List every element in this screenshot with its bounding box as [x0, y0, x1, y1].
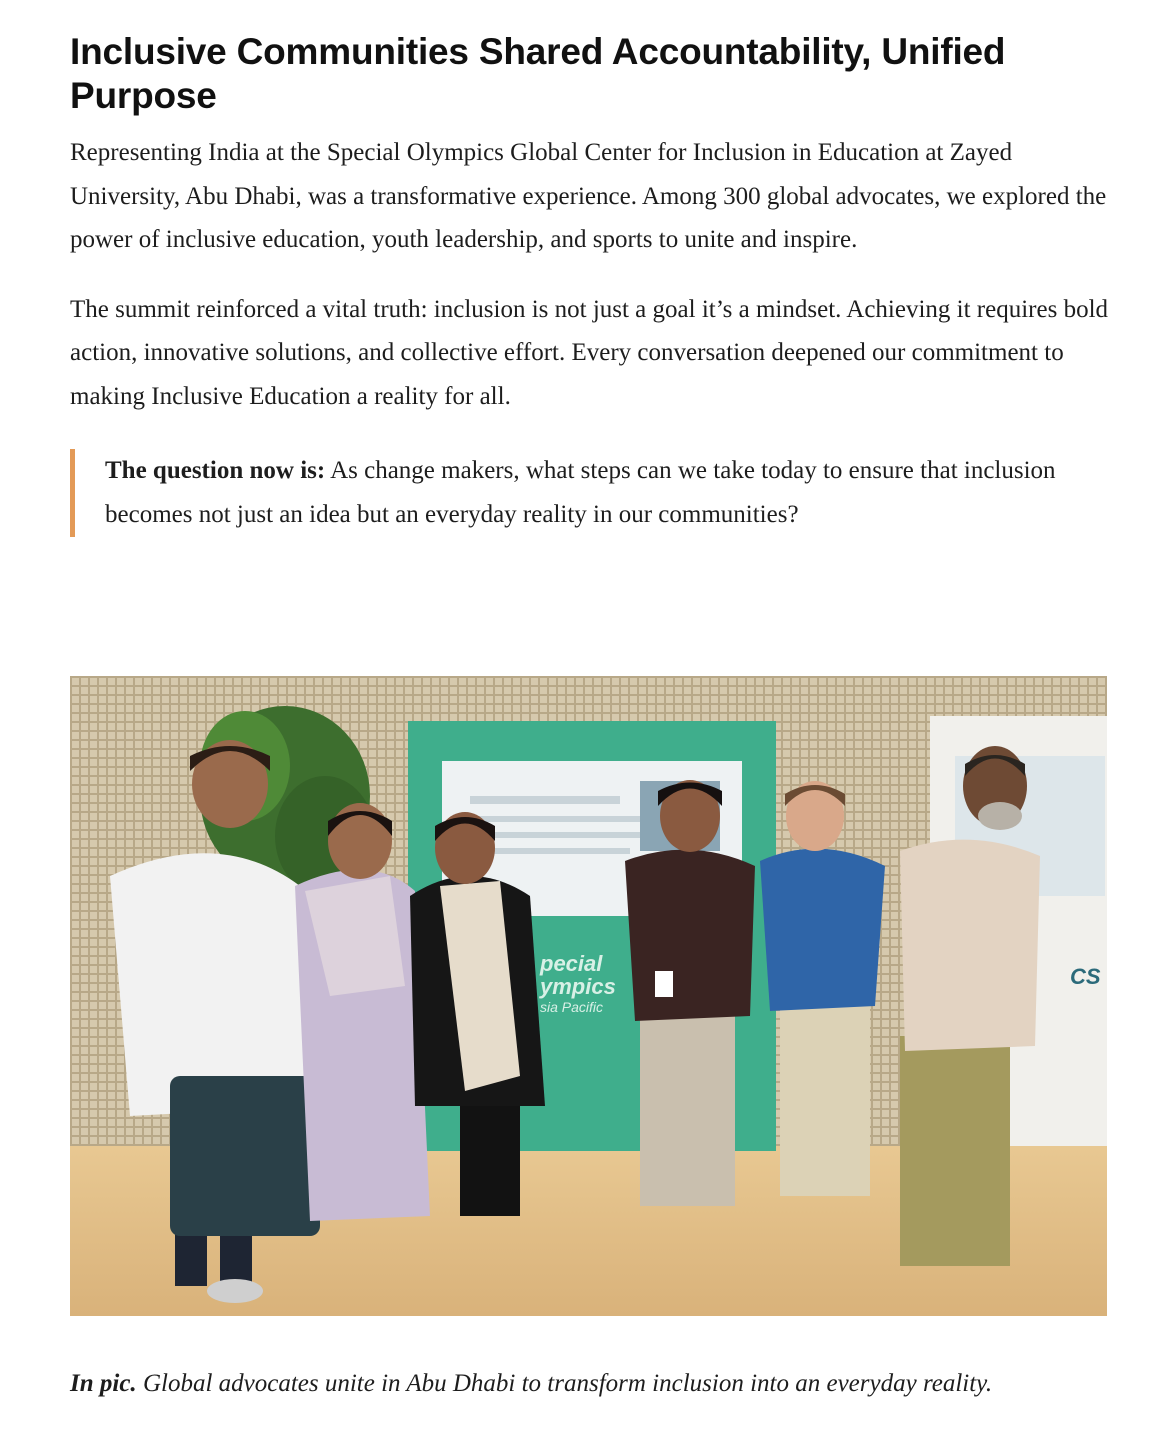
- side-banner-text: CS: [1070, 964, 1101, 989]
- photo-caption: [70, 1362, 1110, 1406]
- caption-lead: In pic.: [70, 1370, 137, 1397]
- caption-text: Global advocates unite in Abu Dhabi to transform inclusion into an everyday reality.: [136, 1370, 993, 1397]
- quote-text: As change makers, what steps can we take today to ensure that inclusion becomes not just an idea but an everyday reality in our communities?: [105, 457, 1056, 528]
- paragraph-summit: The summit reinforced a vital truth: inclusion is not just a goal it’s a mindset. Achieving it requires bold action, innovative solutions, and collective effort. Every conversation deepened our commitment to making Inclusive Education a reality for all.: [70, 295, 1109, 410]
- banner-text-line-3: sia Pacific: [540, 999, 604, 1015]
- quote-lead: The question now is:: [105, 457, 326, 484]
- pull-quote: [70, 449, 1110, 537]
- banner-text-line-1: pecial: [540, 951, 603, 976]
- group-photo: [70, 676, 1107, 1316]
- paragraph-intro: Representing India at the Special Olympics Global Center for Inclusion in Education at Zayed University, Abu Dhabi, was a transformative experience. Among 300 global advocates, we explored the power of inclusive education, youth leadership, and sports to unite and inspire.: [70, 139, 1107, 253]
- banner-text-line-2: ympics: [540, 974, 616, 999]
- article: [70, 30, 1110, 537]
- article-title: Inclusive Communities Shared Accountability, Unified Purpose: [70, 31, 1006, 116]
